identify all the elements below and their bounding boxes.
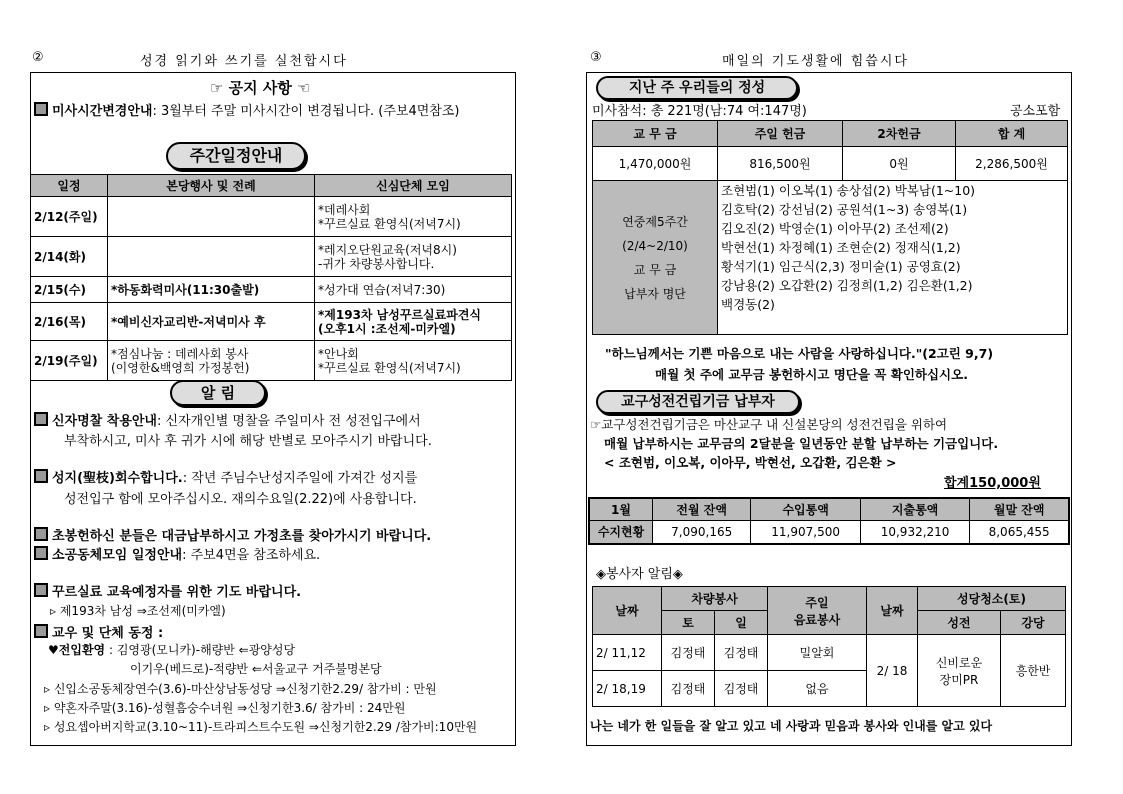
- finance-label-status: 수지현황: [589, 520, 653, 544]
- volunteer-header-date2: 날짜: [867, 587, 918, 635]
- event-item: ▹ 성요셉아버지학교(3.10~11)-트라피스트수도원 ⇒신청기한2.29 /참가비:10만원: [44, 720, 478, 734]
- offering-value: 816,500원: [718, 147, 843, 181]
- schedule-group-event: *제193차 남성꾸르실료파견식 (오후1시 :조선제-미카엘): [315, 303, 512, 341]
- schedule-date: 2/19(주일): [31, 341, 108, 381]
- offering-table: [592, 120, 1068, 335]
- offering-header: 합 계: [956, 121, 1068, 147]
- volunteer-header-sun: 일: [715, 611, 768, 635]
- badge-notice-line2: 부착하시고, 미사 후 귀가 시에 해당 반별로 모아주시기 바랍니다.: [64, 434, 432, 449]
- volunteer-car-sat: 김정태: [662, 671, 715, 707]
- finance-value: 11,907,500: [751, 520, 860, 544]
- event-item: ▹ 신입소공동체장연수(3.6)-마산상남동성당 ⇒신청기한2.29/ 참가비 : 만원: [44, 682, 437, 696]
- building-fund-title: 교구성전건립기금 납부자: [596, 390, 800, 414]
- finance-table: [588, 497, 1070, 545]
- volunteer-header-sat: 토: [662, 611, 715, 635]
- volunteer-header-hall: 강당: [1001, 611, 1066, 635]
- cursillo-prayer-notice: 꾸르실료 교육예정자를 위한 기도 바랍니다.: [34, 581, 301, 600]
- notice-title: ☞ 공지 사항 ☜: [210, 79, 311, 97]
- offering-value: 0원: [843, 147, 956, 181]
- schedule-header-date: 일정: [31, 175, 108, 197]
- schedule-group-event: *레지오단원교육(저녁8시) -귀가 차량봉사합니다.: [315, 237, 512, 277]
- square-bullet-icon: [34, 469, 48, 483]
- volunteer-table: [592, 586, 1066, 707]
- schedule-header-group: 신심단체 모임: [315, 175, 512, 197]
- schedule-date: 2/16(목): [31, 303, 108, 341]
- schedule-parish-event: [108, 237, 315, 277]
- clean-hall: 흥한반: [1001, 635, 1066, 707]
- schedule-parish-event: *점심나눔 : 데레사회 봉사 (이영한&백영희 가정봉헌): [108, 341, 315, 381]
- weekly-schedule-table: [30, 174, 512, 381]
- volunteer-car-sun: 김정태: [715, 671, 768, 707]
- weekly-schedule-title: 주간일정안내: [166, 142, 306, 170]
- finance-header: 월말 잔액: [970, 498, 1069, 520]
- volunteer-header-drink: 주일 음료봉사: [768, 587, 867, 635]
- volunteer-date: 2/ 18,19: [593, 671, 662, 707]
- volunteer-header-clean: 성당청소(토): [918, 587, 1066, 611]
- donor-list: 조현범(1) 이오복(1) 송상섭(2) 박복남(1~10) 김호탁(2) 강선님(2) 공원석(1~3) 송영복(1) 김오진(2) 박영순(1) 이아무(2) 조선제(2) 박현선(1) 차정혜(1) 조현순(2) 정재식(1,2) 황석기(1) 임근식(2,3) 정미술(1) 공영효(2) 강남용(2) 오갑환(2) 김정희(1,2) 김은환(1,2) 백경동(2): [718, 181, 1068, 335]
- transfer-line-2: 이기우(베드로)-적량반 ⇐서울교구 거주불명본당: [130, 662, 382, 676]
- building-fund-names: < 조현범, 이오복, 이아무, 박현선, 오갑환, 김은환 >: [604, 455, 897, 470]
- offering-title: 지난 주 우리들의 정성: [596, 76, 798, 100]
- volunteer-header-date: 날짜: [593, 587, 662, 635]
- announcements-title: 알 림: [170, 380, 266, 406]
- square-bullet-icon: [34, 412, 48, 426]
- offering-value: 1,470,000원: [593, 147, 718, 181]
- volunteer-date: 2/ 11,12: [593, 635, 662, 671]
- right-page-number: ③: [590, 50, 602, 65]
- square-bullet-icon: [34, 527, 48, 541]
- clean-sanctuary: 신비로운 장미PR: [918, 635, 1001, 707]
- transfer-line-1: ♥전입환영 : 김영광(모니카)-해량반 ⇐광양성당: [48, 643, 296, 657]
- volunteer-car-sat: 김정태: [662, 635, 715, 671]
- attendance-text: 미사참석: 총 221명(남:74 여:147명): [592, 104, 807, 119]
- finance-value: 8,065,455: [970, 520, 1069, 544]
- volunteer-drink: 없음: [768, 671, 867, 707]
- volunteer-car-sun: 김정태: [715, 635, 768, 671]
- schedule-group-event: *안나회 *꾸르실료 환영식(저녁7시): [315, 341, 512, 381]
- building-fund-line2: 매월 납부하시는 교무금의 2달분을 일년동안 분할 납부하는 기금입니다.: [604, 436, 999, 451]
- finance-label-month: 1월: [589, 498, 653, 520]
- schedule-date: 2/14(화): [31, 237, 108, 277]
- building-fund-total: 합계150,000원: [944, 476, 1041, 491]
- palm-notice-line2: 성전입구 함에 모아주십시오. 재의수요일(2.22)에 사용합니다.: [64, 492, 417, 507]
- finance-header: 전월 잔액: [653, 498, 751, 520]
- schedule-group-event: *데레사회 *꾸르실료 환영식(저녁7시): [315, 197, 512, 237]
- square-bullet-icon: [34, 102, 48, 116]
- schedule-header-parish: 본당행사 및 전례: [108, 175, 315, 197]
- palm-notice: 성지(聖枝)회수합니다.: 작년 주님수난성지주일에 가져간 성지를: [34, 467, 417, 486]
- small-community-notice: 소공동체모임 일정안내: 주보4면을 참조하세요.: [34, 544, 320, 563]
- badge-notice: 신자명찰 착용안내: 신자개인별 명찰을 주일미사 전 성전입구에서: [34, 410, 421, 429]
- volunteer-title: ◈봉사자 알림◈: [596, 567, 683, 582]
- cursillo-item: ▹ 제193차 남성 ⇒조선제(미카엘): [50, 604, 226, 618]
- attendance-note: 공소포함: [1010, 104, 1061, 119]
- building-fund-line1: ☞교구성전건립기금은 마산교구 내 신설본당의 성전건립을 위하여: [590, 417, 948, 432]
- square-bullet-icon: [34, 583, 48, 597]
- offering-value: 2,286,500원: [956, 147, 1068, 181]
- parish-news-title: 교우 및 단체 동정 :: [34, 622, 163, 641]
- square-bullet-icon: [34, 546, 48, 560]
- left-header-motto: 성경 읽기와 쓰기를 실천합시다: [140, 54, 348, 69]
- schedule-date: 2/12(주일): [31, 197, 108, 237]
- clean-date: 2/ 18: [867, 635, 918, 707]
- finance-header: 지출통액: [860, 498, 969, 520]
- candle-dues-notice: 초봉헌하신 분들은 대금납부하시고 가정초를 찾아가시기 바랍니다.: [34, 525, 431, 544]
- donor-label: 연중제5주간 (2/4~2/10) 교 무 금 납부자 명단: [593, 181, 718, 335]
- offering-header: 2차헌금: [843, 121, 956, 147]
- volunteer-drink: 밀알회: [768, 635, 867, 671]
- bible-verse: "하느님께서는 기쁜 마음으로 내는 사람을 사랑하십니다."(2고린 9,7): [605, 346, 994, 361]
- left-page-number: ②: [32, 50, 44, 65]
- finance-value: 7,090,165: [653, 520, 751, 544]
- volunteer-header-sanctuary: 성전: [918, 611, 1001, 635]
- schedule-group-event: *성가대 연습(저녁7:30): [315, 277, 512, 303]
- schedule-date: 2/15(수): [31, 277, 108, 303]
- volunteer-header-car: 차량봉사: [662, 587, 768, 611]
- offering-header: 교 무 금: [593, 121, 718, 147]
- square-bullet-icon: [34, 624, 48, 638]
- schedule-parish-event: *하동화력미사(11:30출발): [108, 277, 315, 303]
- footer-verse: 나는 네가 한 일들을 잘 알고 있고 네 사랑과 믿음과 봉사와 인내를 알고 있다: [590, 719, 993, 733]
- event-item: ▹ 약혼자주말(3.16)-성혈흠숭수녀원 ⇒신청기한3.6/ 참가비 : 24만원: [44, 701, 406, 715]
- finance-header: 수입통액: [751, 498, 860, 520]
- mass-change-notice: 미사시간변경안내: 3월부터 주말 미사시간이 변경됩니다. (주보4면참조): [34, 100, 460, 119]
- schedule-parish-event: [108, 197, 315, 237]
- right-header-motto: 매일의 기도생활에 힘씁시다: [722, 54, 909, 69]
- finance-value: 10,932,210: [860, 520, 969, 544]
- offering-header: 주일 헌금: [718, 121, 843, 147]
- verse-note: 매월 첫 주에 교무금 봉헌하시고 명단을 꼭 확인하십시오.: [655, 367, 968, 382]
- schedule-parish-event: *예비신자교리반-저녁미사 후: [108, 303, 315, 341]
